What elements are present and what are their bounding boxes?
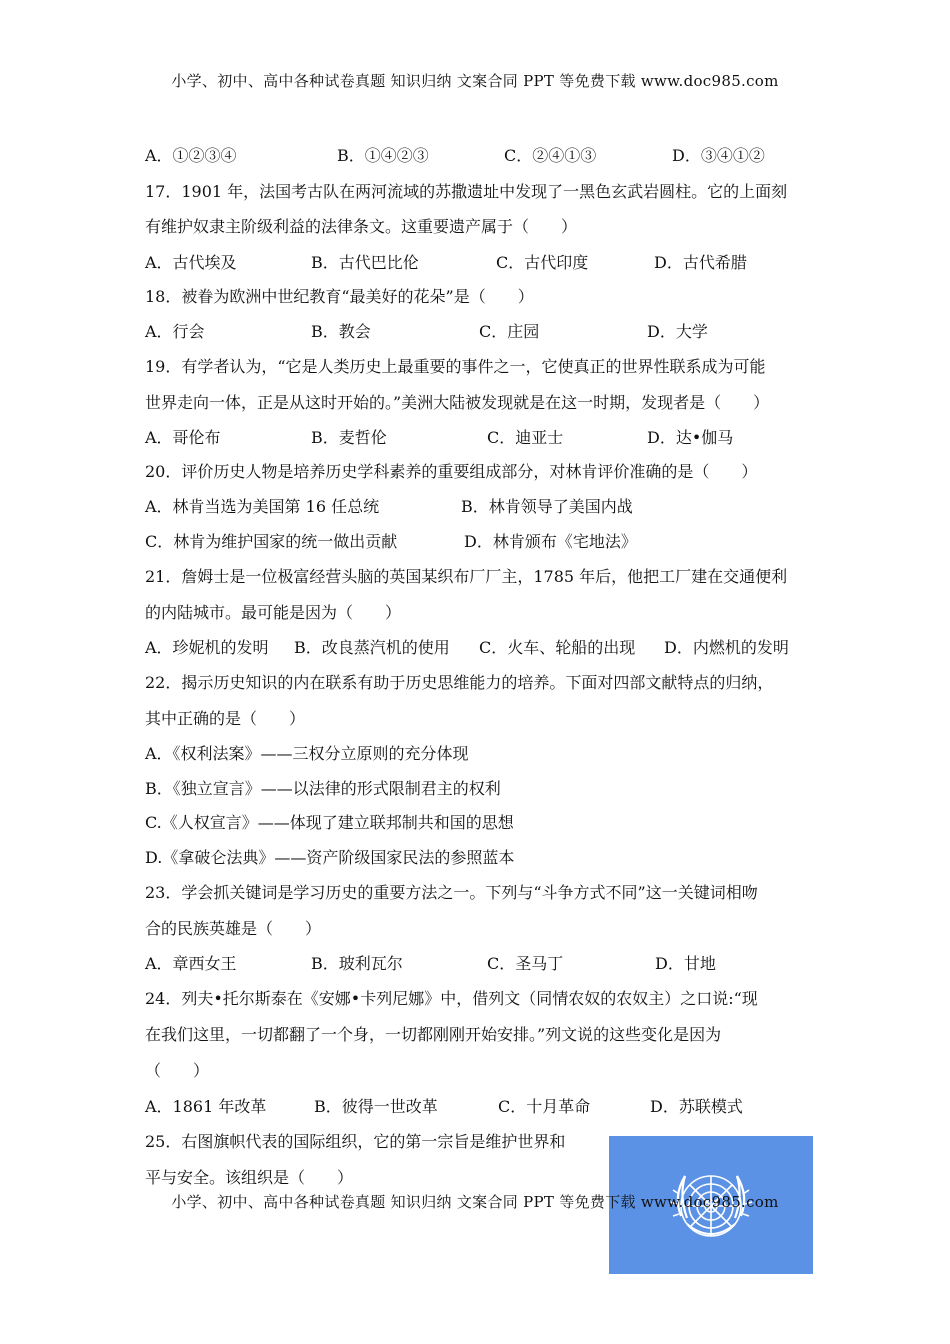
q21-option-b: B．改良蒸汽机的使用 [294, 638, 450, 657]
q18-option-a: A．行会 [145, 322, 205, 341]
q23-option-d: D．甘地 [655, 954, 716, 973]
q17-stem-line2: 有维护奴隶主阶级利益的法律条文。这重要遗产属于（ ） [145, 217, 578, 236]
q19-option-b: B．麦哲伦 [311, 428, 387, 447]
q21-stem-line1: 21．詹姆士是一位极富经营头脑的英国某织布厂厂主，1785 年后，他把工厂建在交通便利 [145, 567, 788, 586]
q19-option-c: C．迪亚士 [487, 428, 564, 447]
q18-option-c: C．庄园 [479, 322, 540, 341]
q19-option-a: A．哥伦布 [145, 428, 221, 447]
q22-stem-line1: 22．揭示历史知识的内在联系有助于历史思维能力的培养。下面对四部文献特点的归纳， [145, 673, 774, 692]
page-footer: 小学、初中、高中各种试卷真题 知识归纳 文案合同 PPT 等免费下载 www.doc985.com [171, 1193, 779, 1211]
q23-stem-line2: 合的民族英雄是（ ） [145, 919, 322, 938]
q22-stem-line2: 其中正确的是（ ） [145, 709, 306, 728]
q16-option-d: D．③④①② [672, 146, 765, 165]
q18-option-b: B．教会 [311, 322, 371, 341]
q23-option-c: C．圣马丁 [487, 954, 564, 973]
q24-stem-line2: 在我们这里，一切都翻了一个身，一切都刚刚开始安排。”列文说的这些变化是因为 [145, 1025, 722, 1044]
q18-stem-line1: 18．被眷为欧洲中世纪教育“最美好的花朵”是（ ） [145, 287, 534, 306]
q20-option-a: A．林肯当选为美国第 16 任总统 [145, 497, 380, 516]
q17-option-c: C．古代印度 [496, 253, 589, 272]
q24-option-d: D．苏联模式 [650, 1097, 743, 1116]
q21-option-c: C．火车、轮船的出现 [479, 638, 636, 657]
q22-option-b: B．《独立宣言》——以法律的形式限制君主的权利 [145, 779, 501, 798]
q24-option-b: B．彼得一世改革 [314, 1097, 438, 1116]
q17-option-b: B．古代巴比伦 [311, 253, 419, 272]
q17-stem-line1: 17．1901 年，法国考古队在两河流域的苏撒遗址中发现了一黑色玄武岩圆柱。它的上面刻 [145, 182, 788, 201]
q21-option-a: A．珍妮机的发明 [145, 638, 269, 657]
q20-option-c: C．林肯为维护国家的统一做出贡献 [145, 532, 398, 551]
q21-option-d: D．内燃机的发明 [664, 638, 789, 657]
q17-option-d: D．古代希腊 [654, 253, 747, 272]
q22-option-d: D.《拿破仑法典》——资产阶级国家民法的参照蓝本 [145, 848, 515, 867]
q24-stem-line3: （ ） [145, 1061, 210, 1080]
q16-option-a: A．①②③④ [145, 146, 237, 165]
q16-option-c: C．②④①③ [504, 146, 597, 165]
q22-option-a: A．《权利法案》——三权分立原则的充分体现 [145, 744, 469, 763]
q23-option-b: B．玻利瓦尔 [311, 954, 403, 973]
q20-option-d: D．林肯颁布《宅地法》 [464, 532, 637, 551]
q20-option-b: B．林肯领导了美国内战 [461, 497, 633, 516]
q19-stem-line1: 19．有学者认为，“它是人类历史上最重要的事件之一，它使真正的世界性联系成为可能 [145, 357, 766, 376]
q22-option-c: C.《人权宣言》——体现了建立联邦制共和国的思想 [145, 813, 514, 832]
q25-stem-line1: 25．右图旗帜代表的国际组织，它的第一宗旨是维护世界和 [145, 1132, 566, 1151]
q19-stem-line2: 世界走向一体，正是从这时开始的。”美洲大陆被发现就是在这一时期，发现者是（ ） [145, 393, 770, 412]
q24-option-c: C．十月革命 [498, 1097, 591, 1116]
q20-stem-line1: 20．评价历史人物是培养历史学科素养的重要组成部分，对林肯评价准确的是（ ） [145, 462, 758, 481]
q19-option-d: D．达•伽马 [647, 428, 734, 447]
page-header: 小学、初中、高中各种试卷真题 知识归纳 文案合同 PPT 等免费下载 www.doc985.com [171, 72, 779, 90]
q23-stem-line1: 23．学会抓关键词是学习历史的重要方法之一。下列与“斗争方式不同”这一关键词相吻 [145, 883, 758, 902]
q17-option-a: A．古代埃及 [145, 253, 237, 272]
q16-option-b: B．①④②③ [337, 146, 429, 165]
q21-stem-line2: 的内陆城市。最可能是因为（ ） [145, 603, 402, 622]
q18-option-d: D．大学 [647, 322, 708, 341]
q24-stem-line1: 24．列夫•托尔斯泰在《安娜•卡列尼娜》中，借列文（同情农奴的农奴主）之口说:“现 [145, 989, 758, 1008]
q23-option-a: A．章西女王 [145, 954, 237, 973]
q25-stem-line2: 平与安全。该组织是（ ） [145, 1168, 354, 1187]
q24-option-a: A．1861 年改革 [145, 1097, 267, 1116]
